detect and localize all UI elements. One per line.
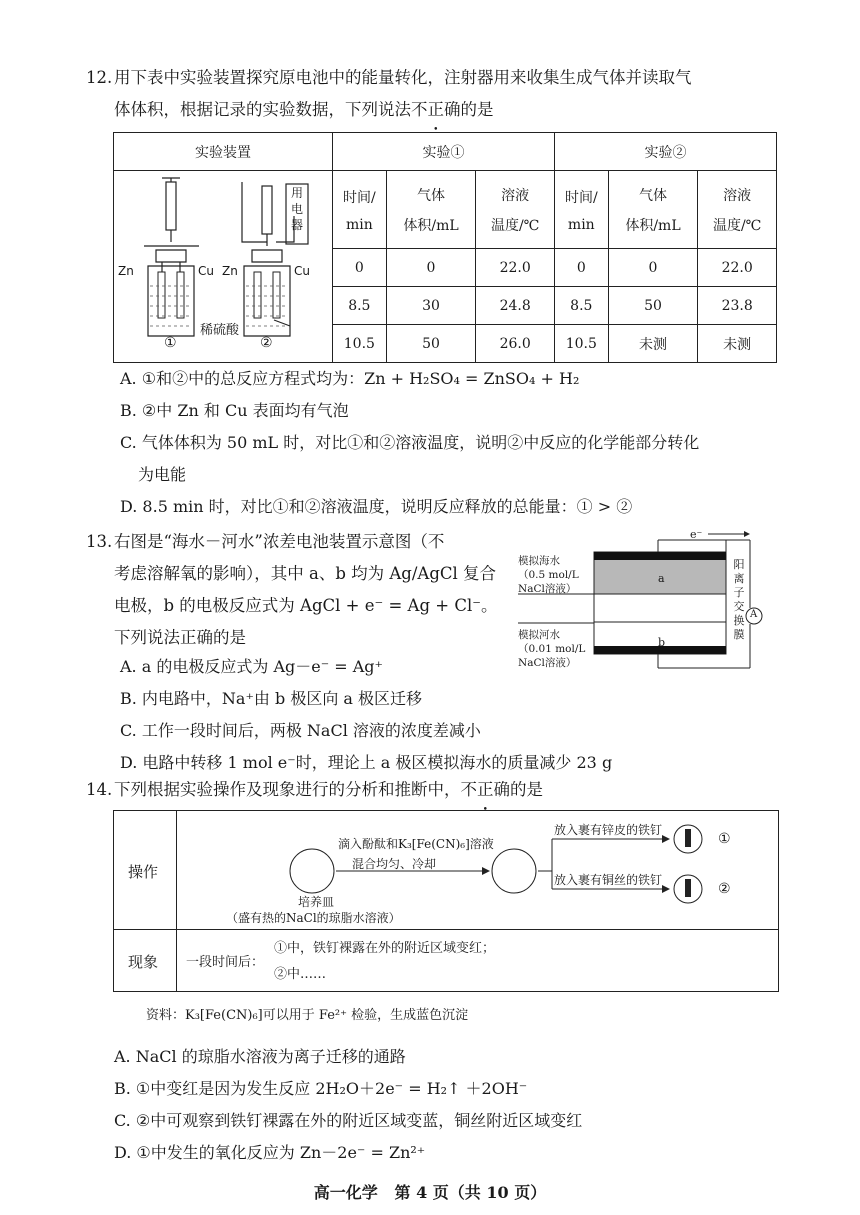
q12-stem-post: 的是 [460,100,494,119]
table-cell: 8.5 [554,287,608,325]
branch-2-number: ② [718,881,731,897]
q12-option-b: B. ②中 Zn 和 Cu 表面均有气泡 [120,401,349,420]
electron-label: e⁻ [690,528,703,541]
table-cell: 30 [386,287,476,325]
phenomenon-label: 现象 [128,953,159,971]
table-cell: 8.5 [333,287,387,325]
q12-data-table [113,132,777,363]
q12-stem-pre: 体体积，根据记录的实验数据，下列说法 [114,100,411,119]
label-cu-2: Cu [294,264,310,278]
branch-1-label: 放入裹有锌皮的铁钉 [554,823,663,837]
q13-stem-4: 下列说法正确的是 [114,628,246,647]
q12-option-a: A. ①和②中的总反应方程式均为：Zn + H₂SO₄ = ZnSO₄ + H₂ [120,369,580,388]
q12-option-c-cont: 为电能 [138,465,187,484]
label-cu-1: Cu [198,264,214,278]
table-cell: 50 [386,325,476,363]
table-cell: 0 [333,249,387,287]
table-header-exp1: 实验① [333,133,555,171]
label-acid: 稀硫酸 [200,323,240,338]
sub-header-2: 气体 体积/mL [386,171,476,249]
branch-2-label: 放入裹有铜丝的铁钉 [554,873,663,887]
q14-stem-post: 的是 [510,780,543,799]
q13-option-b: B. 内电路中，Na⁺由 b 极区向 a 极区迁移 [120,689,423,708]
phenomenon-1: ①中，铁钉裸露在外的附近区域变红； [274,941,496,956]
label-sea-water: 模拟海水 （0.5 mol/L NaCl溶液） [518,555,579,595]
table-cell: 50 [608,287,698,325]
q13-number: 13. [86,532,113,551]
table-cell: 22.0 [698,249,777,287]
q14-number: 14. [86,780,113,799]
apparatus-cell [114,171,333,363]
operation-label: 操作 [128,863,159,881]
table-cell: 10.5 [554,325,608,363]
sub-header-3: 溶液 温度/℃ [476,171,555,249]
q12-option-c: C. 气体体积为 50 mL 时，对比①和②溶液温度，说明②中反应的化学能部分转化 [120,433,700,452]
q13-stem-1: 右图是“海水－河水”浓差电池装置示意图（不 [114,532,445,551]
table-cell: 24.8 [476,287,555,325]
q14-stem-emphasis: 不正确 [460,780,510,799]
q14-option-d: D. ①中发生的氧化反应为 Zn－2e⁻ = Zn²⁺ [114,1143,426,1162]
q13-option-a: A. a 的电极反应式为 Ag－e⁻ = Ag⁺ [120,657,383,676]
dish-note: （盛有热的NaCl的琼脂水溶液） [226,911,401,925]
q12-number: 12. [86,68,113,87]
q12-stem-emphasis: 不正确 [411,100,461,119]
phenomenon-2: ②中…… [274,967,327,982]
label-zn-1: Zn [118,264,134,278]
sub-header-1: 时间/ min [333,171,387,249]
q13-stem-2: 考虑溶解氧的影响），其中 a、b 均为 Ag/AgCl 复合 [114,564,497,583]
q12-stem-line2 [114,94,494,126]
arrow-bottom-label: 混合均匀、冷却 [352,857,437,871]
dish-label: 培养皿 [298,895,335,909]
table-cell: 22.0 [476,249,555,287]
sub-header-4: 时间/ min [554,171,608,249]
q14-option-a: A. NaCl 的琼脂水溶液为离子迁移的通路 [114,1047,406,1066]
label-cell-1: ① [164,335,177,351]
branch-1-number: ① [718,831,731,847]
q14-option-c: C. ②中可观察到铁钉裸露在外的附近区域变蓝，铜丝附近区域变红 [114,1111,583,1130]
q13-cell-diagram [518,528,768,678]
table-cell: 0 [554,249,608,287]
q13-option-d: D. 电路中转移 1 mol e⁻时，理论上 a 极区模拟海水的质量减少 23 g [120,753,613,772]
arrow-top-label: 滴入酚酞和K₃[Fe(CN)₆]溶液 [338,837,494,851]
sub-header-5: 气体 体积/mL [608,171,698,249]
electrode-a-label: a [658,572,665,585]
q14-experiment-box [113,810,779,992]
table-cell: 未测 [698,325,777,363]
q13-option-c: C. 工作一段时间后，两极 NaCl 溶液的浓度差减小 [120,721,481,740]
table-cell: 26.0 [476,325,555,363]
q14-stem [114,774,543,806]
label-device: 用 电 器 [290,186,303,232]
page-footer: 高一化学 第 4 页（共 10 页） [313,1183,547,1202]
label-cell-2: ② [260,335,273,351]
q14-reference-note: 资料：K₃[Fe(CN)₆]可以用于 Fe²⁺ 检验，生成蓝色沉淀 [146,1008,469,1023]
table-cell: 0 [386,249,476,287]
q12-option-d: D. 8.5 min 时，对比①和②溶液温度，说明反应释放的总能量：① > ② [120,497,633,516]
label-river-water: 模拟河水 （0.01 mol/L NaCl溶液） [518,629,586,669]
table-cell: 未测 [608,325,698,363]
table-header-apparatus: 实验装置 [114,133,333,171]
q12-stem-line1: 用下表中实验装置探究原电池中的能量转化，注射器用来收集生成气体并读取气 [114,68,692,87]
label-zn-2: Zn [222,264,238,278]
q14-stem-pre: 下列根据实验操作及现象进行的分析和推断中， [114,780,461,799]
electrode-b-label: b [658,636,666,649]
phenomenon-prefix: 一段时间后： [186,955,265,970]
table-cell: 0 [608,249,698,287]
q14-option-b: B. ①中变红是因为发生反应 2H₂O＋2e⁻ = H₂↑ ＋2OH⁻ [114,1079,528,1098]
q13-stem-3: 电极，b 的电极反应式为 AgCl + e⁻ = Ag + Cl⁻。 [114,596,498,615]
ammeter-label: A [750,609,758,620]
table-cell: 10.5 [333,325,387,363]
label-membrane: 阳 离 子 交 换 膜 [733,558,745,641]
sub-header-6: 溶液 温度/℃ [698,171,777,249]
table-header-exp2: 实验② [554,133,776,171]
table-cell: 23.8 [698,287,777,325]
